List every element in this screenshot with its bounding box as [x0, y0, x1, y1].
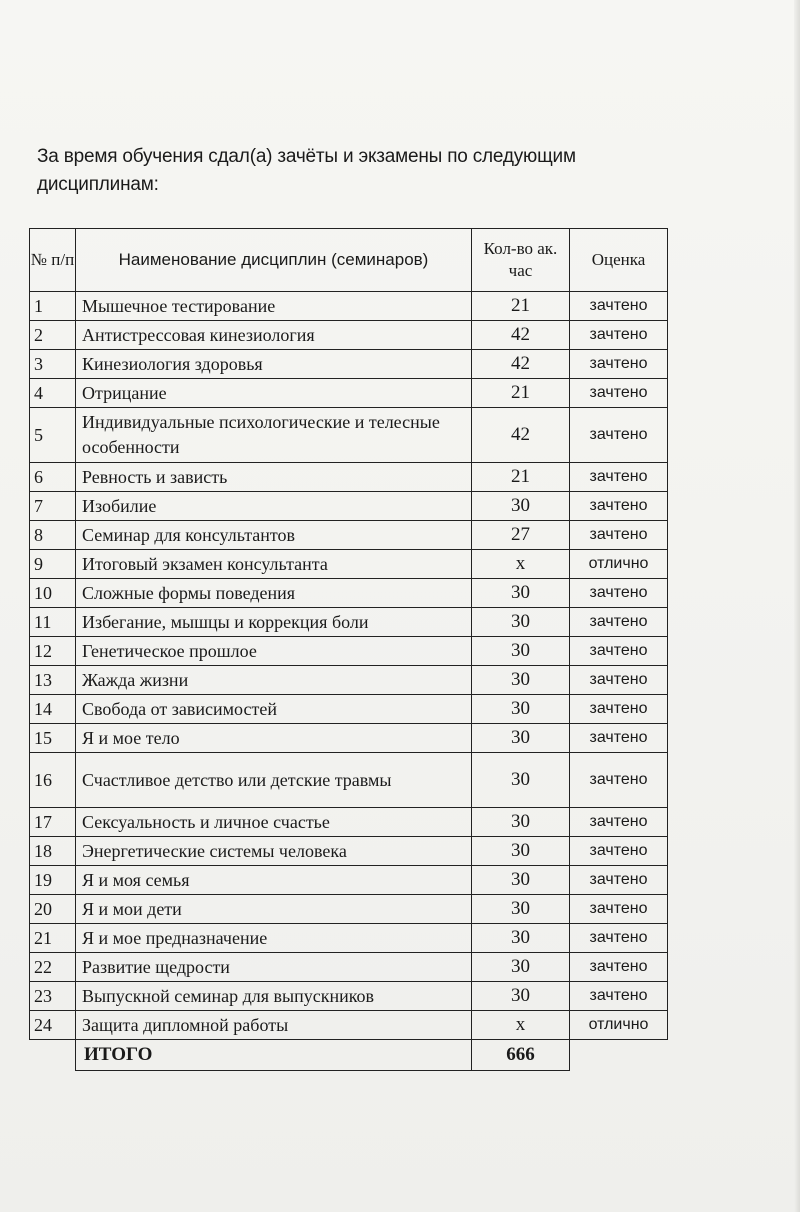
- row-name-cell: Избегание, мышцы и коррекция боли: [76, 608, 472, 637]
- row-num-cell: 18: [30, 837, 76, 866]
- row-hours-cell: 42: [472, 321, 570, 350]
- row-grade-cell: зачтено: [570, 982, 668, 1011]
- row-name-cell: Генетическое прошлое: [76, 637, 472, 666]
- table-row: [30, 895, 668, 924]
- row-grade-cell: зачтено: [570, 350, 668, 379]
- page-edge-shadow: [794, 0, 800, 1212]
- table-row: [30, 608, 668, 637]
- row-name-cell: Семинар для консультантов: [76, 521, 472, 550]
- row-grade-cell: зачтено: [570, 608, 668, 637]
- table-row: [30, 753, 668, 808]
- row-hours-cell: 30: [472, 895, 570, 924]
- row-num-cell: 11: [30, 608, 76, 637]
- disciplines-table: [29, 228, 668, 1071]
- table-row: [30, 550, 668, 579]
- table-row: [30, 321, 668, 350]
- row-hours-cell: х: [472, 550, 570, 579]
- row-num-cell: 3: [30, 350, 76, 379]
- table-row: [30, 579, 668, 608]
- row-hours-cell: 21: [472, 379, 570, 408]
- row-grade-cell: отлично: [570, 1011, 668, 1040]
- row-hours-cell: 30: [472, 837, 570, 866]
- row-hours-cell: 42: [472, 408, 570, 463]
- row-num-cell: 13: [30, 666, 76, 695]
- row-grade-cell: зачтено: [570, 724, 668, 753]
- row-num-cell: 14: [30, 695, 76, 724]
- row-name-cell: Я и мое тело: [76, 724, 472, 753]
- row-hours-cell: 30: [472, 637, 570, 666]
- row-num-cell: 8: [30, 521, 76, 550]
- row-name-cell: Счастливое детство или детские травмы: [76, 753, 472, 808]
- row-num-cell: 4: [30, 379, 76, 408]
- table-row: [30, 982, 668, 1011]
- row-hours-cell: 30: [472, 724, 570, 753]
- row-hours-cell: 42: [472, 350, 570, 379]
- row-name-cell: Развитие щедрости: [76, 953, 472, 982]
- row-num-cell: 19: [30, 866, 76, 895]
- row-hours-cell: 21: [472, 292, 570, 321]
- row-name-cell: Я и мое предназначение: [76, 924, 472, 953]
- row-num-cell: 15: [30, 724, 76, 753]
- row-name-cell: Защита дипломной работы: [76, 1011, 472, 1040]
- row-hours-cell: 30: [472, 579, 570, 608]
- row-hours-cell: 30: [472, 492, 570, 521]
- row-grade-cell: зачтено: [570, 953, 668, 982]
- row-num-cell: 7: [30, 492, 76, 521]
- row-grade-cell: зачтено: [570, 579, 668, 608]
- total-label: ИТОГО: [76, 1040, 472, 1071]
- table-row: [30, 866, 668, 895]
- table-row: [30, 808, 668, 837]
- total-row: [30, 1040, 668, 1071]
- row-name-cell: Ревность и зависть: [76, 463, 472, 492]
- row-grade-cell: зачтено: [570, 695, 668, 724]
- row-grade-cell: зачтено: [570, 492, 668, 521]
- row-hours-cell: 21: [472, 463, 570, 492]
- row-name-cell: Я и мои дети: [76, 895, 472, 924]
- row-num-cell: 22: [30, 953, 76, 982]
- row-grade-cell: зачтено: [570, 379, 668, 408]
- row-grade-cell: зачтено: [570, 637, 668, 666]
- table-row: [30, 924, 668, 953]
- table-row: [30, 292, 668, 321]
- row-name-cell: Жажда жизни: [76, 666, 472, 695]
- row-name-cell: Индивидуальные психологические и телесные особенности: [76, 408, 472, 463]
- row-num-cell: 6: [30, 463, 76, 492]
- row-grade-cell: зачтено: [570, 463, 668, 492]
- row-grade-cell: зачтено: [570, 866, 668, 895]
- table-row: [30, 408, 668, 463]
- table-header-row: [30, 229, 668, 292]
- table-row: [30, 837, 668, 866]
- total-hours: 666: [472, 1040, 570, 1071]
- row-num-cell: 9: [30, 550, 76, 579]
- header-grade: Оценка: [570, 229, 668, 292]
- table-row: [30, 521, 668, 550]
- row-grade-cell: отлично: [570, 550, 668, 579]
- row-num-cell: 2: [30, 321, 76, 350]
- row-hours-cell: 30: [472, 866, 570, 895]
- row-num-cell: 5: [30, 408, 76, 463]
- row-name-cell: Кинезиология здоровья: [76, 350, 472, 379]
- total-blank-cell-right: [570, 1040, 668, 1071]
- row-num-cell: 21: [30, 924, 76, 953]
- header-num: № п/п: [30, 229, 76, 292]
- row-name-cell: Выпускной семинар для выпускников: [76, 982, 472, 1011]
- header-name: Наименование дисциплин (семинаров): [76, 229, 472, 292]
- row-grade-cell: зачтено: [570, 666, 668, 695]
- table-row: [30, 724, 668, 753]
- row-num-cell: 12: [30, 637, 76, 666]
- row-hours-cell: 27: [472, 521, 570, 550]
- table-row: [30, 1011, 668, 1040]
- table-row: [30, 666, 668, 695]
- row-hours-cell: 30: [472, 982, 570, 1011]
- row-name-cell: Итоговый экзамен консультанта: [76, 550, 472, 579]
- total-blank-cell: [30, 1040, 76, 1071]
- row-name-cell: Энергетические системы человека: [76, 837, 472, 866]
- row-num-cell: 24: [30, 1011, 76, 1040]
- row-grade-cell: зачтено: [570, 753, 668, 808]
- row-num-cell: 23: [30, 982, 76, 1011]
- row-grade-cell: зачтено: [570, 895, 668, 924]
- row-name-cell: Мышечное тестирование: [76, 292, 472, 321]
- row-name-cell: Свобода от зависимостей: [76, 695, 472, 724]
- row-grade-cell: зачтено: [570, 521, 668, 550]
- row-hours-cell: х: [472, 1011, 570, 1040]
- row-hours-cell: 30: [472, 953, 570, 982]
- row-name-cell: Сексуальность и личное счастье: [76, 808, 472, 837]
- row-grade-cell: зачтено: [570, 292, 668, 321]
- table-row: [30, 492, 668, 521]
- row-hours-cell: 30: [472, 753, 570, 808]
- table-row: [30, 695, 668, 724]
- intro-text: За время обучения сдал(а) зачёты и экзамены по следующим дисциплинам:: [37, 146, 576, 195]
- row-num-cell: 17: [30, 808, 76, 837]
- row-hours-cell: 30: [472, 666, 570, 695]
- row-name-cell: Я и моя семья: [76, 866, 472, 895]
- row-num-cell: 10: [30, 579, 76, 608]
- header-hours: Кол-во ак. час: [472, 229, 570, 292]
- row-hours-cell: 30: [472, 924, 570, 953]
- row-name-cell: Изобилие: [76, 492, 472, 521]
- row-hours-cell: 30: [472, 608, 570, 637]
- table-row: [30, 637, 668, 666]
- row-num-cell: 16: [30, 753, 76, 808]
- row-grade-cell: зачтено: [570, 408, 668, 463]
- row-name-cell: Отрицание: [76, 379, 472, 408]
- table-body: [30, 292, 668, 1040]
- row-hours-cell: 30: [472, 695, 570, 724]
- row-grade-cell: зачтено: [570, 321, 668, 350]
- table-row: [30, 463, 668, 492]
- row-num-cell: 1: [30, 292, 76, 321]
- row-hours-cell: 30: [472, 808, 570, 837]
- table-row: [30, 953, 668, 982]
- row-grade-cell: зачтено: [570, 808, 668, 837]
- row-name-cell: Антистрессовая кинезиология: [76, 321, 472, 350]
- table-row: [30, 350, 668, 379]
- row-grade-cell: зачтено: [570, 837, 668, 866]
- row-grade-cell: зачтено: [570, 924, 668, 953]
- table-row: [30, 379, 668, 408]
- row-num-cell: 20: [30, 895, 76, 924]
- row-name-cell: Сложные формы поведения: [76, 579, 472, 608]
